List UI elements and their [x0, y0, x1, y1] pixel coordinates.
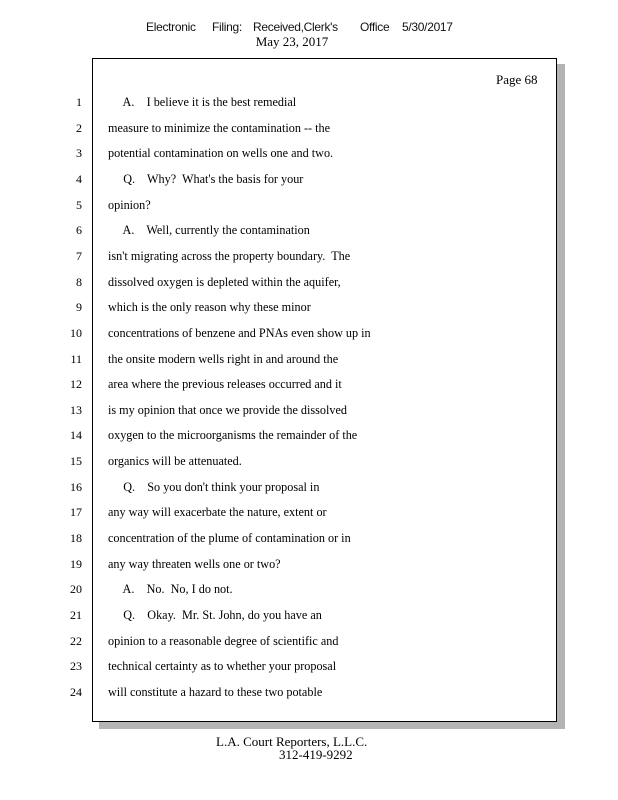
line-number: 2	[76, 120, 82, 135]
line-number: 19	[70, 556, 82, 571]
transcript-line: oxygen to the microorganisms the remainder of the	[108, 428, 358, 443]
filing-stamp-word: Filing:	[212, 20, 242, 34]
line-number: 9	[76, 300, 82, 315]
line-number: 13	[70, 402, 82, 417]
transcript-line: the onsite modern wells right in and around the	[108, 351, 339, 366]
transcript-line: any way threaten wells one or two?	[108, 556, 281, 571]
transcript-line: potential contamination on wells one and two.	[108, 146, 334, 161]
line-number: 17	[70, 505, 82, 520]
line-number: 6	[76, 223, 82, 238]
transcript-line: measure to minimize the contamination -- the	[108, 120, 331, 135]
line-number: 7	[76, 248, 82, 263]
transcript-line: is my opinion that once we provide the dissolved	[108, 402, 347, 417]
filing-stamp-word: Received,Clerk's	[253, 20, 338, 34]
transcript-line: technical certainty as to whether your proposal	[108, 659, 337, 674]
line-number: 8	[76, 274, 82, 289]
line-number: 24	[70, 684, 82, 699]
page-number: Page 68	[496, 72, 538, 87]
line-number: 1	[76, 95, 82, 109]
transcript-line: Q. Why? What's the basis for your	[108, 171, 304, 186]
transcript-line: opinion?	[108, 197, 151, 212]
transcript-line: opinion to a reasonable degree of scientific and	[108, 633, 339, 648]
transcript-line: concentrations of benzene and PNAs even show up in	[108, 325, 371, 340]
filing-stamp-word: Electronic	[146, 20, 196, 34]
transcript-line: A. Well, currently the contamination	[108, 223, 310, 238]
transcript-date: May 23, 2017	[255, 34, 329, 49]
line-number: 4	[76, 171, 82, 186]
filing-stamp-date: 5/30/2017	[402, 20, 453, 34]
line-number: 14	[70, 428, 82, 443]
line-number: 21	[70, 608, 82, 622]
transcript-line: any way will exacerbate the nature, extent or	[108, 505, 327, 520]
transcript-line: Q. So you don't think your proposal in	[108, 479, 320, 494]
line-number: 10	[70, 325, 82, 340]
line-number: 23	[70, 659, 82, 674]
line-number: 5	[76, 197, 82, 212]
line-number: 15	[70, 454, 82, 469]
transcript-line: A. No. No, I do not.	[108, 582, 233, 597]
transcript-line: dissolved oxygen is depleted within the aquifer,	[108, 274, 341, 289]
line-number: 12	[70, 377, 82, 392]
filing-stamp-word: Office	[360, 20, 390, 34]
line-number: 16	[70, 479, 82, 494]
footer-company: L.A. Court Reporters, L.L.C.	[216, 734, 368, 749]
transcript-line: area where the previous releases occurred and it	[108, 377, 342, 392]
transcript-line: concentration of the plume of contamination or in	[108, 531, 351, 546]
transcript-line: Q. Okay. Mr. St. John, do you have an	[108, 608, 322, 622]
transcript-line: will constitute a hazard to these two potable	[108, 684, 323, 699]
line-number: 20	[70, 582, 82, 597]
line-number: 22	[70, 633, 82, 648]
line-number: 3	[76, 146, 82, 161]
transcript-line: organics will be attenuated.	[108, 454, 242, 469]
line-number: 11	[70, 351, 82, 366]
footer-phone: 312-419-9292	[279, 747, 353, 762]
transcript-line: A. I believe it is the best remedial	[108, 95, 297, 109]
transcript-line: which is the only reason why these minor	[108, 300, 311, 315]
transcript-line: isn't migrating across the property boundary. The	[108, 248, 351, 263]
line-number: 18	[70, 531, 82, 546]
transcript-date-row	[0, 34, 618, 50]
